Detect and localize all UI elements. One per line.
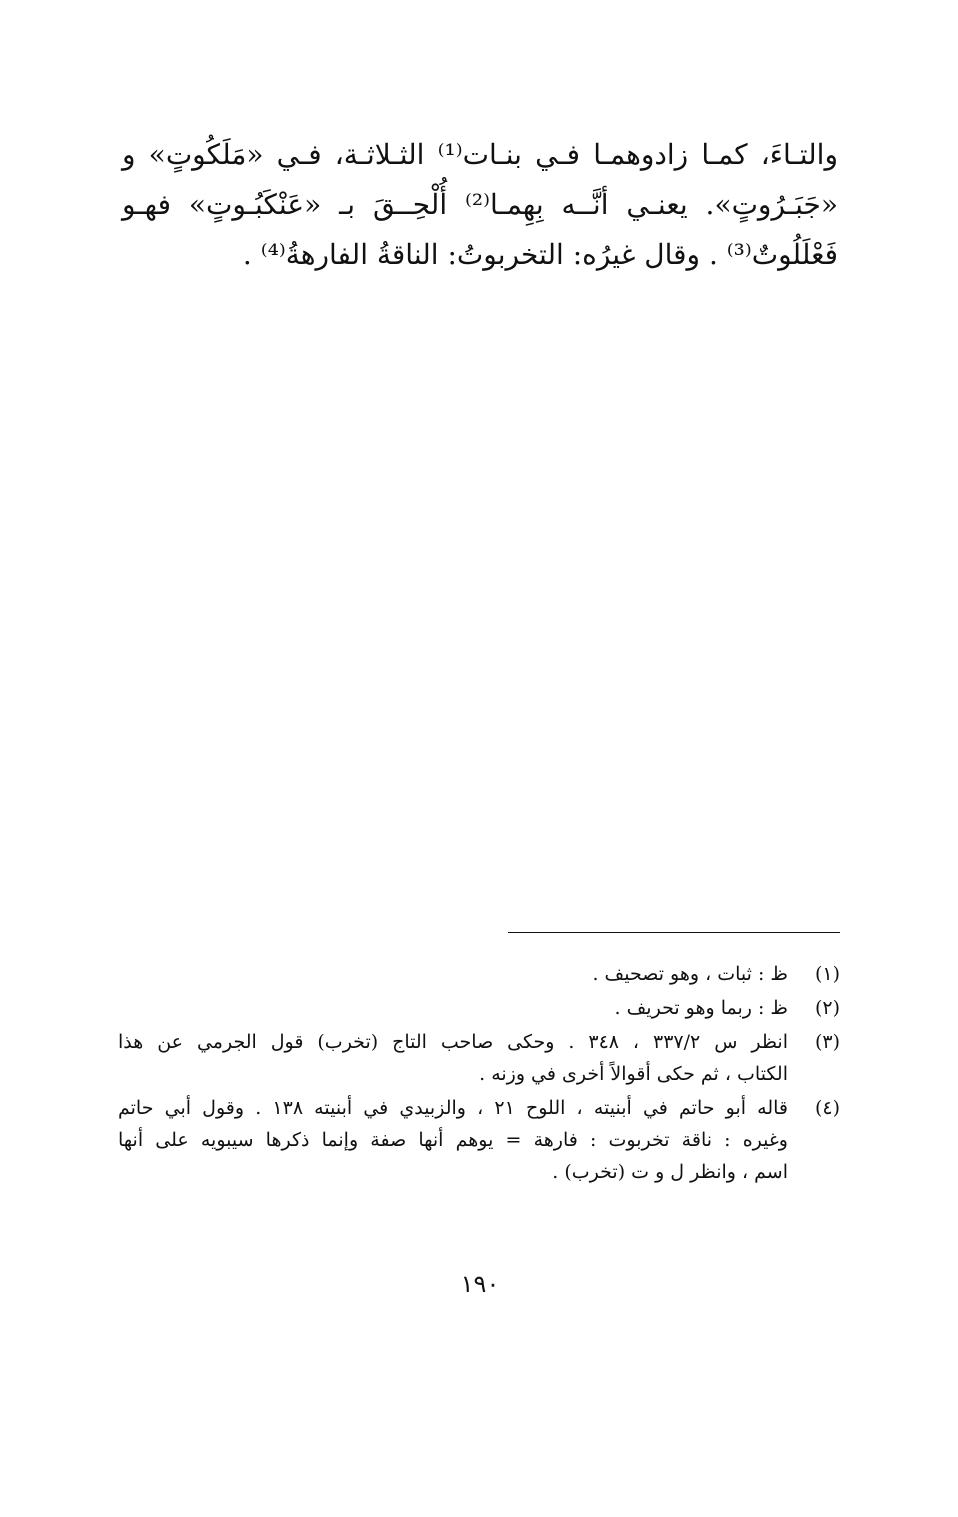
footnote-number: (١) (814, 963, 840, 985)
main-text-line: والتـاءَ، كمـا زادوهمـا فـي بنـات⁽¹⁾ الثـلاثـة، فـي «مَلَكُوتٍ» و (122, 138, 838, 171)
footnotes-section (118, 958, 840, 1190)
footnote-line: اسم ، وانظر ل و ت (تخرب) . (552, 1161, 788, 1183)
footnote-line: ظ : ثبات ، وهو تصحيف . (592, 963, 788, 985)
footnote-line: الكتاب ، ثم حكى أقوالاً أخرى في وزنه . (479, 1063, 788, 1085)
footnote-line: ظ : ربما وهو تحريف . (614, 997, 788, 1019)
footnote-item (118, 958, 840, 990)
footnote-text (118, 958, 788, 990)
footnote-number: (٤) (814, 1097, 840, 1119)
footnote-number: (٣) (814, 1031, 840, 1053)
main-paragraph (122, 130, 838, 280)
footnote-line: وغيره : ناقة تخربوت : فارهة = يوهم أنها صفة وإنما ذكرها سيبويه على أنها (118, 1129, 788, 1151)
footnote-number: (٢) (814, 997, 840, 1019)
footnote-separator (508, 932, 840, 933)
page-number: ١٩٠ (460, 1270, 500, 1298)
footnote-line: قاله أبو حاتم في أبنيته ، اللوح ٢١ ، والزبيدي في أبنيته ١٣٨ . وقول أبي حاتم (118, 1097, 789, 1119)
footnote-item (118, 992, 840, 1024)
footnote-text (118, 992, 788, 1024)
main-text-line: فَعْلَلُوتٌ⁽³⁾ . وقال غيرُه: التخربوتُ: الناقةُ الفارهةُ⁽⁴⁾ . (242, 238, 838, 271)
footnote-text (118, 1092, 788, 1188)
footnote-item (118, 1092, 840, 1188)
footnote-line: انظر س ٣٣٧/٢ ، ٣٤٨ . وحكى صاحب التاج (تخرب) قول الجرمي عن هذا (118, 1031, 788, 1053)
footnote-item (118, 1026, 840, 1090)
main-text-line: «جَبَـرُوتٍ». يعنـي أنَّــه بِهِمـا⁽²⁾ أُلْحِــقَ بـ «عَنْكَبُـوتٍ» فهـو (122, 188, 838, 221)
footnote-text (118, 1026, 788, 1090)
